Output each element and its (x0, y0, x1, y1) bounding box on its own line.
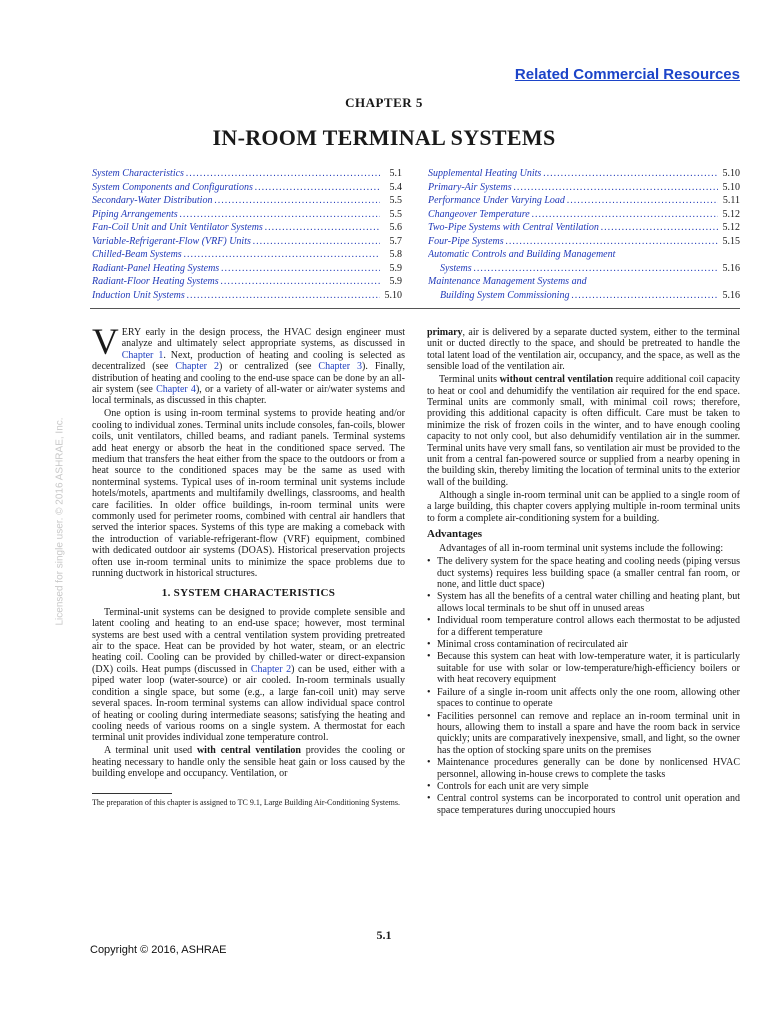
toc-leader (532, 208, 718, 222)
toc-entry-title[interactable]: Systems (440, 262, 472, 274)
toc-leader (514, 181, 718, 195)
body-paragraph (92, 745, 405, 779)
advantage-item: • Maintenance procedures generally can be done by nonlicensed HVAC personnel, allowing in-house crews to complete the tasks (427, 757, 740, 780)
toc-entry[interactable] (92, 289, 402, 303)
toc-entry-page: 5.12 (722, 208, 740, 220)
toc-leader (187, 289, 380, 303)
toc-leader (474, 262, 718, 276)
toc-entry-title[interactable]: Two-Pipe Systems with Central Ventilation (428, 222, 599, 234)
text-span: ) or centralized (see (218, 361, 319, 373)
toc-leader (180, 208, 380, 222)
drop-cap: V (92, 322, 119, 363)
toc-entry-page: 5.9 (389, 262, 402, 274)
section-heading: 1. SYSTEM CHARACTERISTICS (161, 587, 336, 600)
body-paragraph (427, 327, 740, 373)
toc-entry-title[interactable]: Induction Unit Systems (92, 289, 185, 301)
advantage-item: • Because this system can heat with low-temperature water, it is particularly suitable for use with solar or low-temperature/high-efficiency boilers or with heat recovery equipment (427, 651, 740, 685)
toc-entry-title[interactable]: Variable-Refrigerant-Flow (VRF) Units (92, 235, 251, 247)
toc-entry[interactable] (92, 167, 402, 181)
license-watermark: Licensed for single user. © 2016 ASHRAE, Inc. (54, 417, 66, 626)
left-column (92, 322, 406, 810)
toc-entry[interactable] (428, 248, 740, 262)
text-span: Terminal units (439, 374, 500, 386)
advantage-item: • Central control systems can be incorporated to control unit operation and space temperatures during unoccupied hours (427, 793, 740, 816)
toc-entry[interactable] (428, 181, 740, 195)
chapter-label: CHAPTER 5 (345, 95, 423, 110)
bold-term: with central ventilation (196, 745, 301, 757)
body-paragraph: Although a single in-room terminal unit can be applied to a single room of a large building, this chapter covers applying multiple in-room terminal units to form a complete air-conditioning system for a building. (427, 489, 740, 524)
copyright: Copyright © 2016, ASHRAE (90, 944, 227, 956)
toc-entry[interactable] (92, 181, 402, 195)
toc-entry-page: 5.4 (389, 181, 402, 193)
toc-entry-page: 5.11 (722, 195, 740, 207)
toc-entry-title[interactable]: Maintenance Management Systems and (428, 276, 587, 288)
toc-entry-page: 5.12 (722, 222, 740, 234)
toc-entry[interactable] (428, 262, 740, 276)
toc-entry-title[interactable]: Chilled-Beam Systems (92, 249, 182, 261)
chapter-title: IN-ROOM TERMINAL SYSTEMS (212, 125, 556, 150)
body-paragraph (427, 374, 740, 488)
text-span: , air is delivered by a separate ducted system, either to the terminal unit or ducted directly to the space, and should be pretreated to handle the total latent load of the ventilation air, occupancy, and the space, as well as the sensible load of the ventilation air. (427, 327, 740, 373)
toc-leader (214, 194, 380, 208)
toc-leader (221, 262, 380, 276)
toc-leader (567, 194, 718, 208)
bold-term: without central ventilation (499, 374, 614, 386)
toc-entry[interactable] (92, 221, 402, 235)
toc-entry-title[interactable]: Performance Under Varying Load (428, 195, 565, 207)
toc-entry-title[interactable]: System Characteristics (92, 168, 184, 179)
toc-entry[interactable] (428, 235, 740, 249)
body-paragraph: One option is using in-room terminal systems to provide heating and/or cooling to individual zones. Terminal units include consoles, fan-coils, blower coils, unit ventilators, chilled beams, and radiant panels. Terminal systems add heat energy or absorb the heat in the conditioned space served. The medium that transfers the heat either from the space to the outdoors or from a heat source to the conditioned spaces may be the same as used with nonterminal systems. Typical uses of in-room terminal unit systems include hotels/motels, apartments and multifamily dwellings, classrooms, and health care facilities. In older office buildings, in-room terminal units were commonly used for perimeter rooms, combined with central air handlers that served the interior spaces. Systems of this type are making a comeback with the introduction of variable-refrigerant-flow (VRF) equipment, combined with dedicated outdoor air systems (DOAS). Historical preservation projects often use in-room terminal units to minimize the space problems due to running ductwork in historical structures. (92, 408, 405, 580)
toc-entry[interactable] (92, 262, 402, 276)
bold-term: primary (427, 327, 463, 338)
toc-entry-title[interactable]: Primary-Air Systems (428, 181, 512, 193)
footnote-rule (92, 793, 172, 794)
toc-leader (571, 289, 718, 303)
body-paragraph (92, 607, 405, 744)
toc-entry[interactable] (428, 167, 740, 181)
toc-entry-page: 5.10 (384, 289, 402, 301)
toc-entry-title[interactable]: Piping Arrangements (92, 208, 178, 220)
toc-entry[interactable] (92, 208, 402, 222)
toc-entry[interactable] (428, 208, 740, 222)
toc-entry-page: 5.8 (389, 249, 402, 261)
toc-leader (543, 167, 718, 181)
toc-entry[interactable] (92, 275, 402, 289)
text-span: ). Finally, distribution of heating and cooling to the end-use space can be done by an all-air system (see (92, 361, 406, 396)
toc-entry[interactable] (92, 248, 402, 262)
advantage-item: • System has all the benefits of a central water chilling and heating plant, but allows local terminals to be shut off in unused areas (427, 591, 740, 614)
advantage-item: • Controls for each unit are very simple (427, 781, 740, 792)
advantage-item: • The delivery system for the space heating and cooling needs (piping versus duct systems) requires less building space (a smaller central fan room, or none, and little duct space) (427, 556, 740, 590)
advantage-item: • Individual room temperature control allows each thermostat to be adjusted for a different temperature (427, 615, 740, 638)
text-span: A terminal unit used (104, 745, 197, 757)
right-column (427, 327, 740, 817)
footnote: The preparation of this chapter is assigned to TC 9.1, Large Building Air-Conditioning Systems. (92, 798, 400, 808)
intro-paragraph (92, 322, 406, 407)
toc-left (92, 167, 402, 302)
toc-entry-title[interactable]: Radiant-Panel Heating Systems (92, 262, 220, 274)
advantage-item: • Failure of a single in-room unit affects only the one room, allowing other spaces to continue to operate (427, 687, 740, 710)
advantage-item: • Facilities personnel can remove and replace an in-room terminal unit in hours, allowing them to install a spare and have the room back in service quickly; units are comparatively inexpensive, small, and light, so the owner has the option of stocking spare units on the premises (427, 711, 740, 757)
chapter-2-link[interactable]: Chapter 2 (250, 663, 292, 675)
toc-entry-title[interactable]: Building System Commissioning (440, 289, 570, 301)
advantage-item: • Minimal cross contamination of recirculated air (427, 639, 740, 650)
text-span: Terminal-unit systems can be designed to provide complete sensible and latent cooling and heating to an end-use space; however, most terminal systems are best used with a central ventilation system providing pretreated air to the space. Heat can be provided by hot water, steam, or an electric heating coil. Cooling can be provided by chilled-water or direct-expansion (DX) coils. Heat pumps (discussed in (92, 606, 405, 675)
toc-entry-title[interactable]: Supplemental Heating Units (428, 168, 542, 179)
toc-entry[interactable] (428, 289, 740, 303)
advantages-list (427, 556, 740, 816)
text-span: ) can be used, either with a piped water loop (water-source) or air cooled. In-room terminals usually condition a single space, but some (e.g., a large fan-coil unit) may serve several spaces. In-room terminal systems can allow individual space control of heating or cooling during intermediate seasons; satisfying the heating and cooling needs of various rooms on a single system. A thermostat for each terminal unit provides individual zone temperature control. (92, 663, 405, 744)
toc-entry[interactable] (92, 235, 402, 249)
page-number: 5.1 (376, 928, 392, 942)
toc-entry[interactable] (428, 275, 740, 289)
toc-leader (184, 248, 380, 262)
toc-leader (265, 221, 380, 235)
toc-entry-title[interactable]: Secondary-Water Distribution (92, 195, 213, 207)
toc-entry-title[interactable]: Fan-Coil Unit and Unit Ventilator Systems (92, 222, 263, 234)
toc-entry-page: 5.10 (722, 181, 740, 193)
toc-entry[interactable] (428, 194, 740, 208)
toc-entry-page: 5.1 (389, 168, 402, 179)
toc-leader (255, 181, 380, 195)
toc-entry-page: 5.6 (389, 222, 402, 234)
toc-entry[interactable] (92, 194, 402, 208)
toc-leader (601, 221, 718, 235)
body-paragraph: Advantages of all in-room terminal unit systems include the following: (439, 543, 724, 555)
chapter-2-link[interactable]: Chapter 2 (175, 361, 219, 373)
text-span: provides the cooling or heating necessary to handle only the sensible heat gain or loss caused by the building envelope and occupancy. Ventilation, or (92, 745, 405, 780)
related-resources-link[interactable]: Related Commercial Resources (514, 66, 740, 83)
text-span: . Next, production of heating and cooling is selected as decentralized (see (92, 349, 406, 373)
toc-entry-title[interactable]: Changeover Temperature (428, 208, 530, 220)
chapter-1-link[interactable]: Chapter 1 (121, 349, 164, 361)
toc-entry-page: 5.15 (722, 235, 740, 247)
toc-entry-page: 5.5 (389, 208, 402, 220)
advantages-heading: Advantages (427, 527, 483, 540)
toc-leader (221, 275, 380, 289)
toc-right (428, 167, 740, 302)
toc-entry-page: 5.10 (722, 168, 740, 179)
toc-entry-title[interactable]: System Components and Configurations (92, 181, 253, 193)
toc-entry-page: 5.7 (389, 235, 402, 247)
toc-leader (506, 235, 718, 249)
toc-leader (186, 167, 380, 181)
toc-entry-title[interactable]: Automatic Controls and Building Management (428, 249, 616, 261)
text-span: ), or a variety of all-water or air/water systems and local terminals, as discussed in this chapter. (92, 384, 406, 407)
toc-entry-page: 5.9 (389, 276, 402, 288)
toc-entry-title[interactable]: Radiant-Floor Heating Systems (92, 276, 219, 288)
toc-entry-page: 5.16 (722, 289, 740, 301)
toc-divider (90, 308, 740, 309)
toc-entry-title[interactable]: Four-Pipe Systems (428, 235, 504, 247)
toc-leader (253, 235, 380, 249)
text-span: ERY early in the design process, the HVAC design engineer must analyze and ultimately select appropriate systems, as discussed in (121, 327, 405, 350)
chapter-4-link[interactable]: Chapter 4 (156, 384, 196, 396)
toc-entry-page: 5.5 (389, 195, 402, 207)
toc-entry[interactable] (428, 221, 740, 235)
text-span: require additional coil capacity to heat or cool and dehumidify the ventilation air required for the end space. Terminal units are commonly small, with minimal coil rows; therefore, providing this additional capacity is often difficult. Care must be taken to minimize the risk of frozen coils in the winter, and to have enough cooling capacity to not only cool, but also dehumidify ventilation air in the summer. Terminal units have very small fans, so ventilation air must be provided to the unit from a central fan-powered source or supplied from a nearby opening in the building skin, thereby limiting the location of terminal units to the exterior wall of the building. (427, 374, 740, 488)
chapter-3-link[interactable]: Chapter 3 (318, 361, 363, 373)
toc-entry-page: 5.16 (722, 262, 740, 274)
